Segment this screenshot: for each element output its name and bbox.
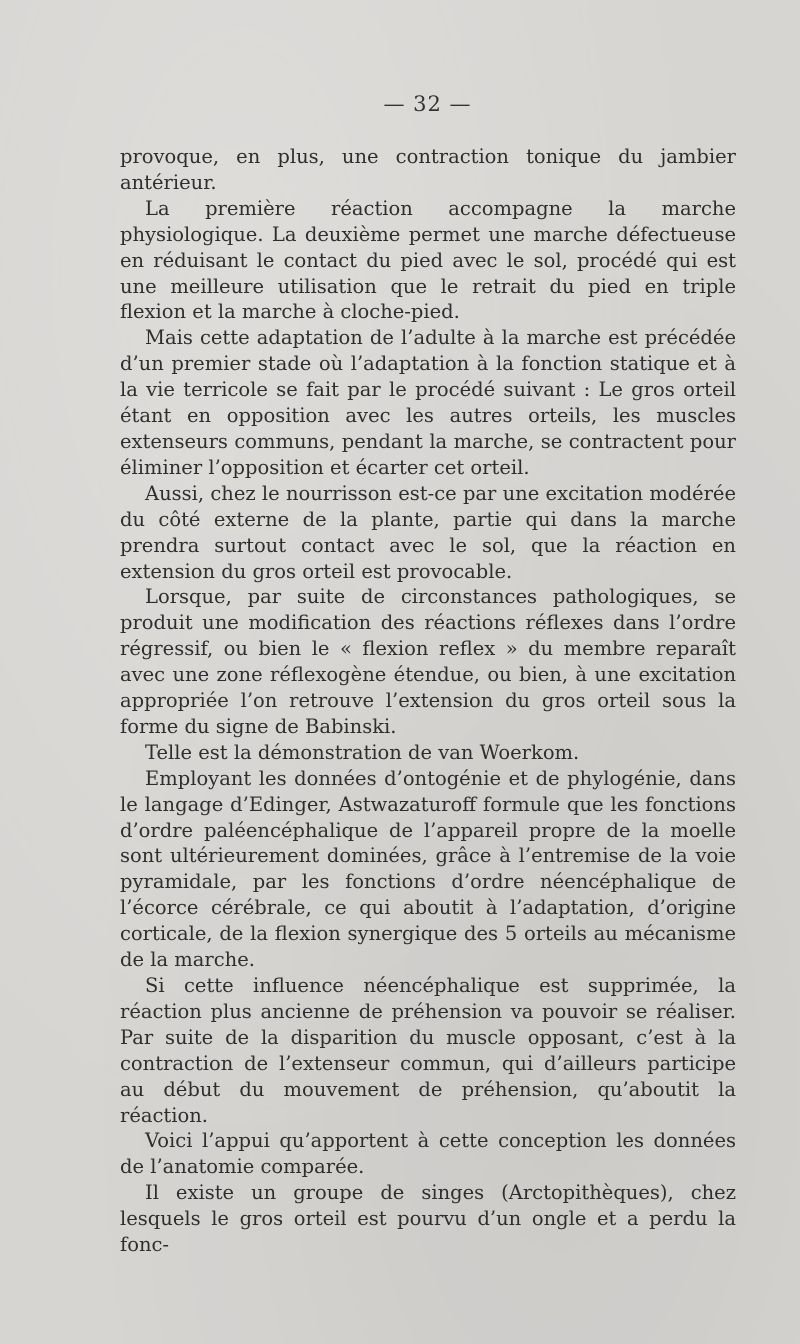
paragraph: provoque, en plus, une contraction tonique du jambier antérieur. — [120, 145, 736, 194]
paragraph: Lorsque, par suite de circonstances pathologiques, se produit une modification des réactions réflexes dans l’ordre régressif, ou bien le « flexion reflex » du membre reparaît avec une zone réflexogène étendue, ou bien, à une excitation appropriée l’on retrouve l’extension du gros orteil sous la forme du signe de Babinski. — [120, 585, 736, 738]
paragraph: Telle est la démonstration de van Woerkom. — [145, 740, 580, 764]
paragraph: La première réaction accompagne la marche physiologique. La deuxième permet une marche défectueuse en réduisant le contact du pied avec le sol, procédé qui est une meilleure utilisation que le retrait du pied en triple flexion et la marche à cloche-pied. — [120, 196, 736, 324]
page-number: — 32 — — [383, 92, 472, 116]
paragraph: Si cette influence néencéphalique est supprimée, la réaction plus ancienne de préhension va pouvoir se réaliser. Par suite de la disparition du muscle opposant, c’est à la contraction de l’extenseur commun, qui d’ailleurs participe au début du mouvement de préhension, qu’aboutit la réaction. — [120, 974, 736, 1127]
body-text — [120, 144, 736, 1258]
paragraph: Employant les données d’ontogénie et de phylogénie, dans le langage d’Edinger, Astwazaturoff formule que les fonctions d’ordre paléencéphalique de l’appareil propre de la moelle sont ultérieurement dominées, grâce à l’entremise de la voie pyramidale, par les fonctions d’ordre néencéphalique de l’écorce cérébrale, ce qui aboutit à l’adaptation, d’origine corticale, de la flexion synergique des 5 orteils au mécanisme de la marche. — [120, 766, 736, 972]
paragraph: Aussi, chez le nourrisson est-ce par une excitation modérée du côté externe de la plante, partie qui dans la marche prendra surtout contact avec le sol, que la réaction en extension du gros orteil est provocable. — [120, 481, 736, 583]
paragraph: Voici l’appui qu’apportent à cette conception les données de l’anatomie comparée. — [120, 1129, 736, 1179]
paragraph: Mais cette adaptation de l’adulte à la marche est précédée d’un premier stade où l’adaptation à la fonction statique et à la vie terricole se fait par le procédé suivant : Le gros orteil étant en opposition avec les autres orteils, les muscles extenseurs communs, pendant la marche, se contractent pour éliminer l’opposition et écarter cet orteil. — [120, 326, 736, 479]
paragraph: Il existe un groupe de singes (Arctopithèques), chez lesquels le gros orteil est pourvu d’un ongle et a perdu la fonc- — [120, 1181, 736, 1257]
